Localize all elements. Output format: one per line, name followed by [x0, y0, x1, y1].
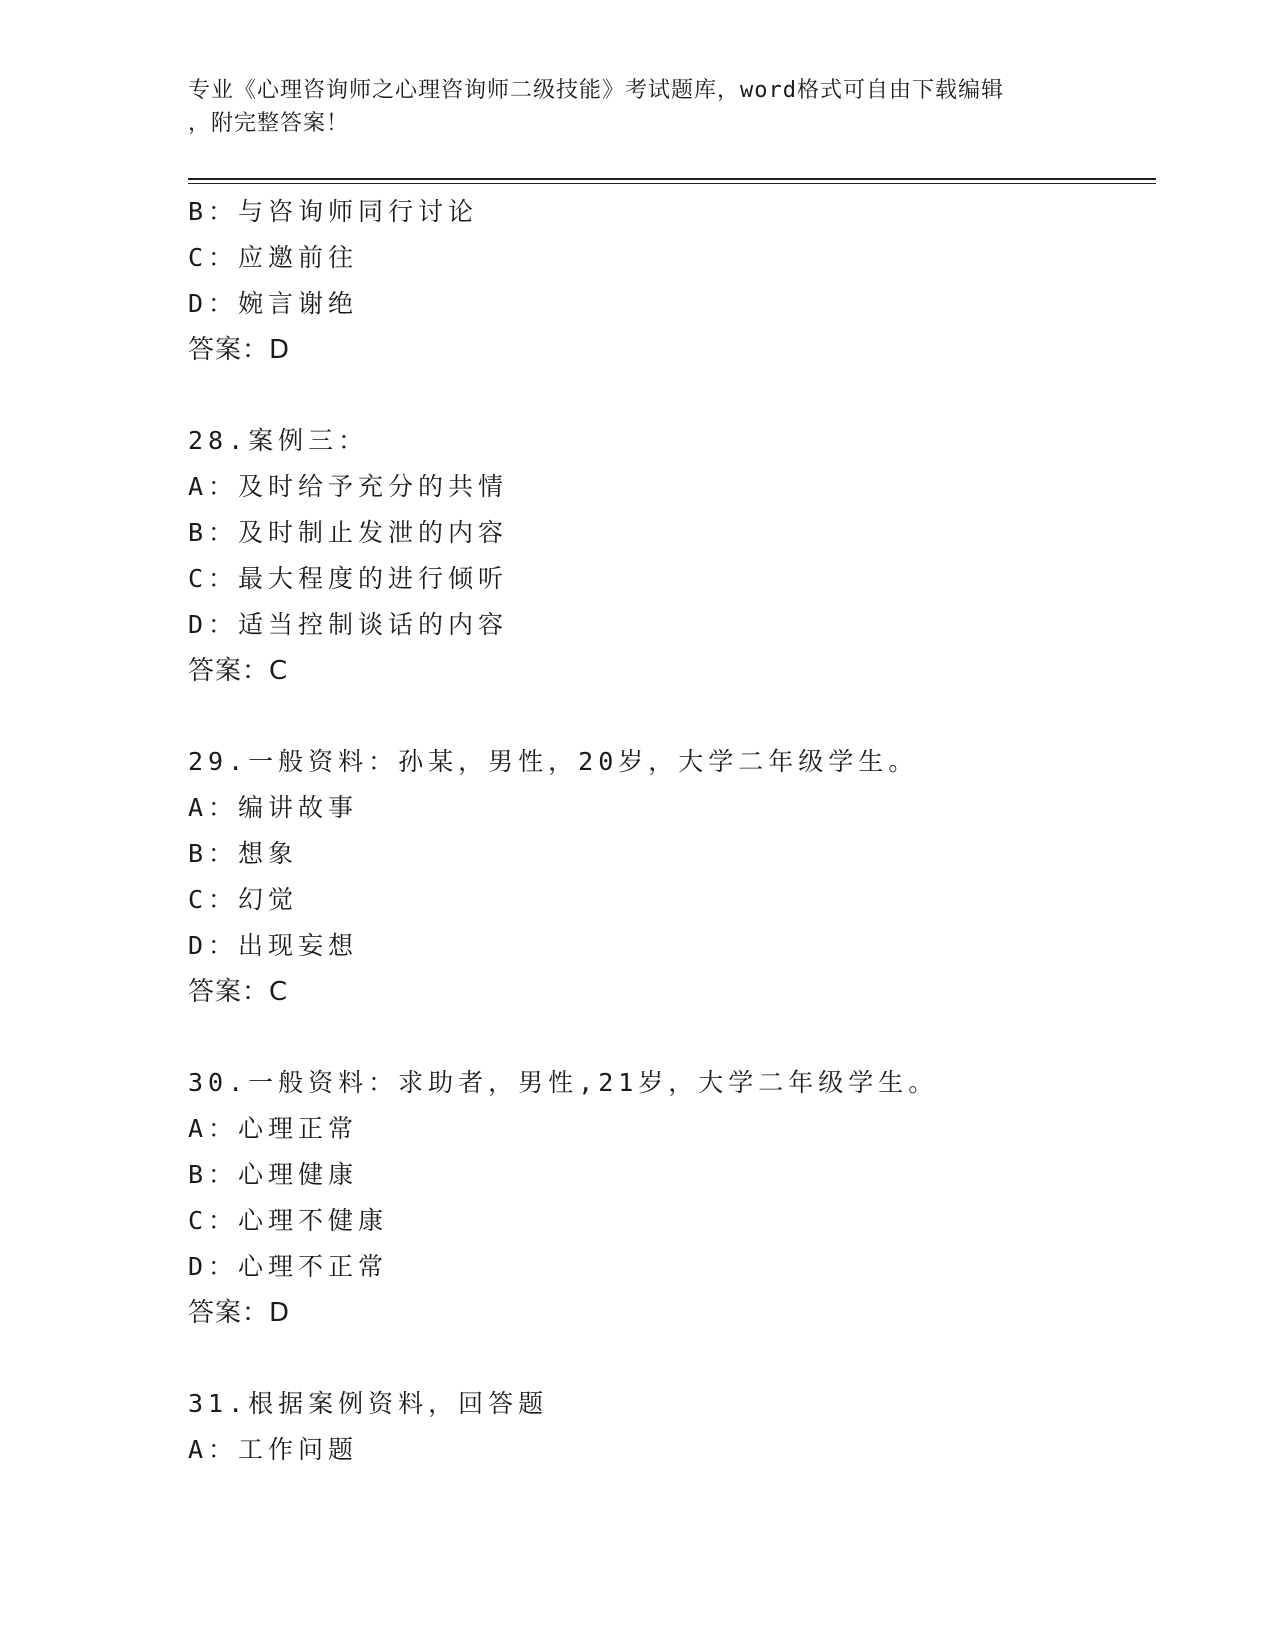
option-line: B：想象 — [188, 839, 299, 868]
question-stem: 31.根据案例资料，回答题 — [188, 1389, 549, 1418]
question-block — [188, 1381, 1148, 1473]
option-line: A：编讲故事 — [188, 793, 359, 822]
question-stem: 30.一般资料：求助者，男性,21岁，大学二年级学生。 — [188, 1068, 939, 1097]
option-line: D：心理不正常 — [188, 1252, 389, 1281]
question-stem: 29.一般资料：孙某，男性，20岁，大学二年级学生。 — [188, 747, 919, 776]
option-line: C：心理不健康 — [188, 1206, 389, 1235]
option-line: C：幻觉 — [188, 885, 299, 914]
option-line: A：及时给予充分的共情 — [188, 472, 509, 501]
header-title-line: 专业《心理咨询师之心理咨询师二级技能》考试题库，word格式可自由下载编辑 — [188, 78, 1004, 103]
block-spacer — [188, 1336, 1148, 1381]
option-line: B：及时制止发泄的内容 — [188, 518, 509, 547]
option-line: C：最大程度的进行倾听 — [188, 564, 509, 593]
block-spacer — [188, 1015, 1148, 1060]
document-header — [188, 74, 1088, 140]
answer-line: 答案：D — [188, 335, 291, 365]
header-divider-thin — [188, 183, 1156, 184]
option-line: C：应邀前往 — [188, 243, 359, 272]
option-line: D：适当控制谈话的内容 — [188, 610, 509, 639]
option-line: B：与咨询师同行讨论 — [188, 197, 479, 226]
answer-line: 答案：C — [188, 656, 289, 686]
header-divider-thick — [188, 178, 1156, 180]
question-block — [188, 418, 1148, 694]
question-block — [188, 189, 1148, 373]
block-spacer — [188, 694, 1148, 739]
question-block — [188, 1060, 1148, 1336]
option-line: B：心理健康 — [188, 1160, 359, 1189]
answer-line: 答案：D — [188, 1298, 291, 1328]
block-spacer — [188, 373, 1148, 418]
option-line: D：婉言谢绝 — [188, 289, 359, 318]
option-line: A：工作问题 — [188, 1435, 359, 1464]
question-stem: 28.案例三： — [188, 426, 369, 455]
option-line: D：出现妄想 — [188, 931, 359, 960]
question-list — [188, 189, 1148, 1473]
header-subtitle-line: ，附完整答案！ — [188, 111, 350, 136]
question-block — [188, 739, 1148, 1015]
option-line: A：心理正常 — [188, 1114, 359, 1143]
answer-line: 答案：C — [188, 977, 289, 1007]
